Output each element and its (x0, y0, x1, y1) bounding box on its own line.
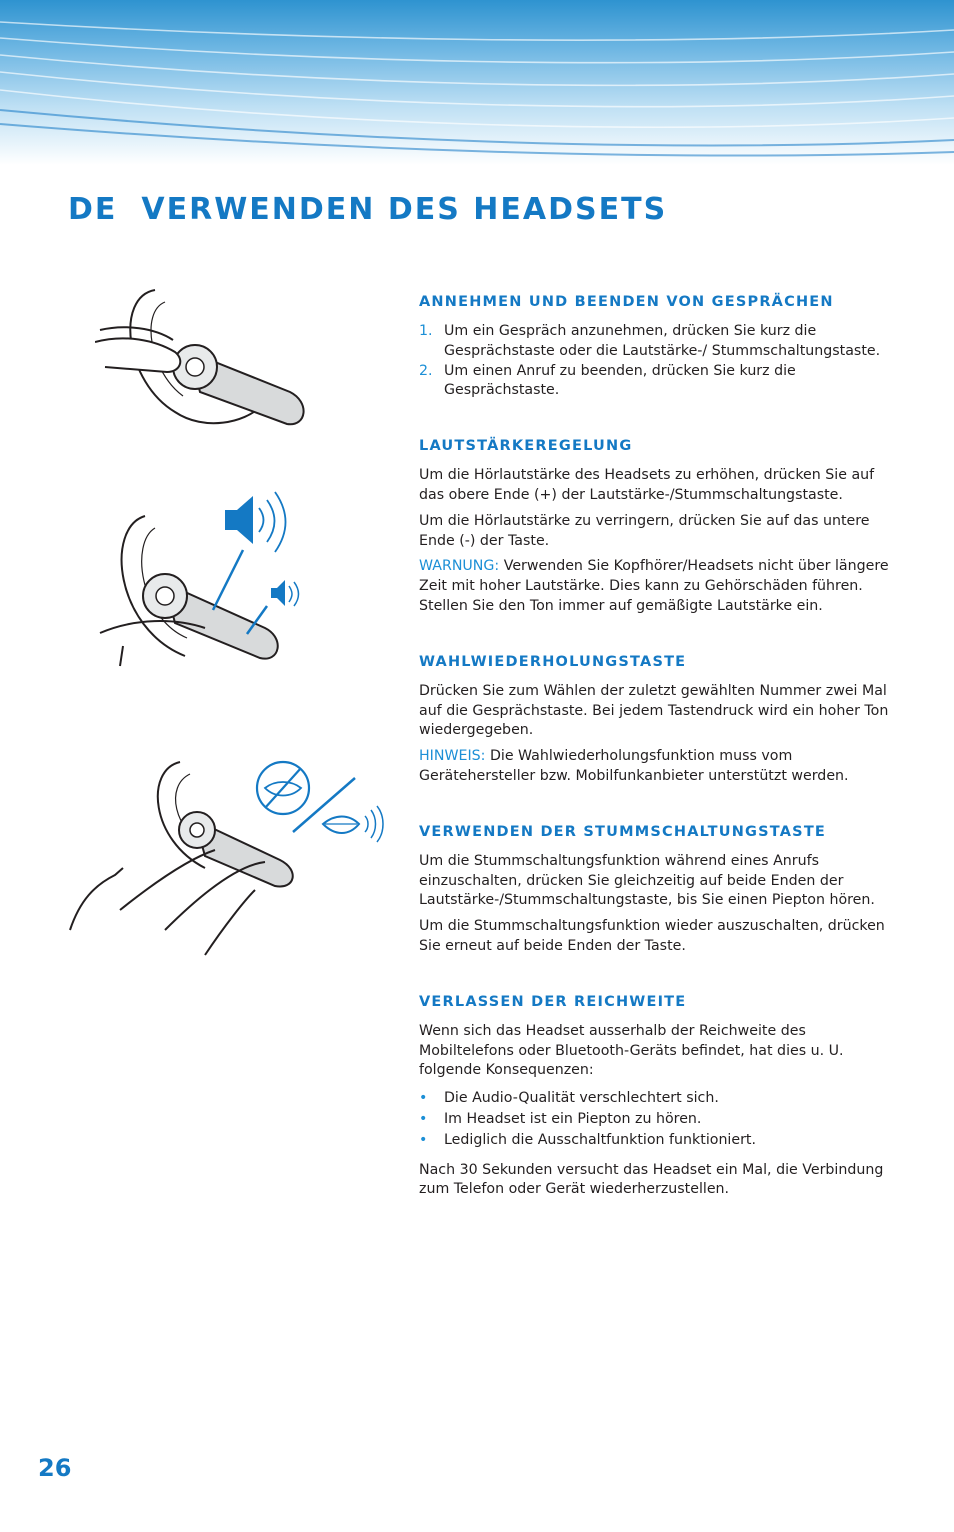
content-column (419, 293, 899, 1236)
note-paragraph (419, 747, 899, 787)
speaker-icon (271, 580, 299, 606)
bullet-icon: • (419, 1090, 428, 1107)
list-item (419, 1131, 899, 1151)
section-volume (419, 437, 899, 617)
note-label: HINWEIS: (419, 748, 486, 765)
step-text: Um ein Gespräch anzunehmen, drücken Sie kurz die Gesprächstaste oder die Lautstärke-/ Stummschaltungstaste. (444, 323, 881, 359)
warning-text: Verwenden Sie Kopfhörer/Headsets nicht über längere Zeit mit hoher Lautstärke. Dies kann zu Gehörschäden führen. Stellen Sie den Ton immer auf gemäßigte Lautstärke ein. (419, 558, 889, 614)
illustration-mute (65, 750, 385, 960)
speaker-icon (225, 492, 286, 552)
section-heading: VERLASSEN DER REICHWEITE (419, 993, 687, 1010)
section-heading: VERWENDEN DER STUMMSCHALTUNGSTASTE (419, 823, 827, 840)
steps-list (419, 322, 899, 401)
list-item (419, 1110, 899, 1130)
bullet-icon: • (419, 1131, 428, 1148)
warning-paragraph (419, 557, 899, 616)
section-redial (419, 653, 899, 787)
list-item (419, 322, 899, 362)
paragraph: Um die Hörlautstärke zu verringern, drücken Sie auf das untere Ende (-) der Taste. (419, 512, 870, 549)
section-heading: LAUTSTÄRKEREGELUNG (419, 438, 633, 455)
bullet-icon: • (419, 1110, 428, 1127)
paragraph: Drücken Sie zum Wählen der zuletzt gewählten Nummer zwei Mal auf die Gesprächstaste. Bei jedem Tastendruck wird ein hoher Ton wiedergegeben. (419, 682, 889, 739)
paragraph: Nach 30 Sekunden versucht das Headset ein Mal, die Verbindung zum Telefon oder Gerät wiederherzustellen. (419, 1161, 884, 1198)
section-heading: WAHLWIEDERHOLUNGSTASTE (419, 653, 687, 670)
mouth-icon (323, 806, 383, 842)
page-number: 26 (38, 1454, 72, 1482)
paragraph: Wenn sich das Headset ausserhalb der Reichweite des Mobiltelefons oder Bluetooth-Geräts befindet, hat dies u. U. folgende Konsequenzen: (419, 1022, 844, 1079)
mute-mouth-icon (257, 762, 309, 814)
note-text: Die Wahlwiederholungsfunktion muss vom Gerätehersteller bzw. Mobilfunkanbieter unterstützt werden. (419, 748, 849, 784)
illustration-volume-control (95, 488, 310, 673)
list-item (419, 1089, 899, 1109)
header-band (0, 0, 954, 165)
bullet-list (419, 1089, 899, 1150)
section-out-of-range (419, 993, 899, 1200)
section-heading: ANNEHMEN UND BEENDEN VON GESPRÄCHEN (419, 294, 834, 310)
paragraph: Um die Hörlautstärke des Headsets zu erhöhen, drücken Sie auf das obere Ende (+) der Lautstärke-/Stummschaltungstaste. (419, 467, 875, 503)
header-wave-lines (0, 0, 954, 165)
bullet-text: Die Audio-Qualität verschlechtert sich. (444, 1090, 719, 1107)
warning-label: WARNUNG: (419, 558, 500, 575)
section-mute (419, 823, 899, 957)
language-code: DE (68, 192, 118, 227)
bullet-text: Lediglich die Ausschaltfunktion funktioniert. (444, 1131, 757, 1148)
step-number: 2. (419, 362, 433, 379)
list-item (419, 362, 899, 402)
page-title-text: VERWENDEN DES HEADSETS (141, 192, 668, 227)
illustration-answer-call (95, 272, 315, 447)
paragraph: Um die Stummschaltungsfunktion wieder auszuschalten, drücken Sie erneut auf beide Enden der Taste. (419, 918, 885, 954)
step-number: 1. (419, 323, 433, 339)
step-text: Um einen Anruf zu beenden, drücken Sie kurz die Gesprächstaste. (444, 362, 796, 399)
page-title (68, 192, 667, 227)
bullet-text: Im Headset ist ein Piepton zu hören. (444, 1110, 702, 1127)
section-answer-calls (419, 293, 899, 401)
paragraph: Um die Stummschaltungsfunktion während eines Anrufs einzuschalten, drücken Sie gleichzeitig auf beide Enden der Lautstärke-/Stummschaltungstaste, bis Sie einen Piepton hören. (419, 852, 875, 909)
